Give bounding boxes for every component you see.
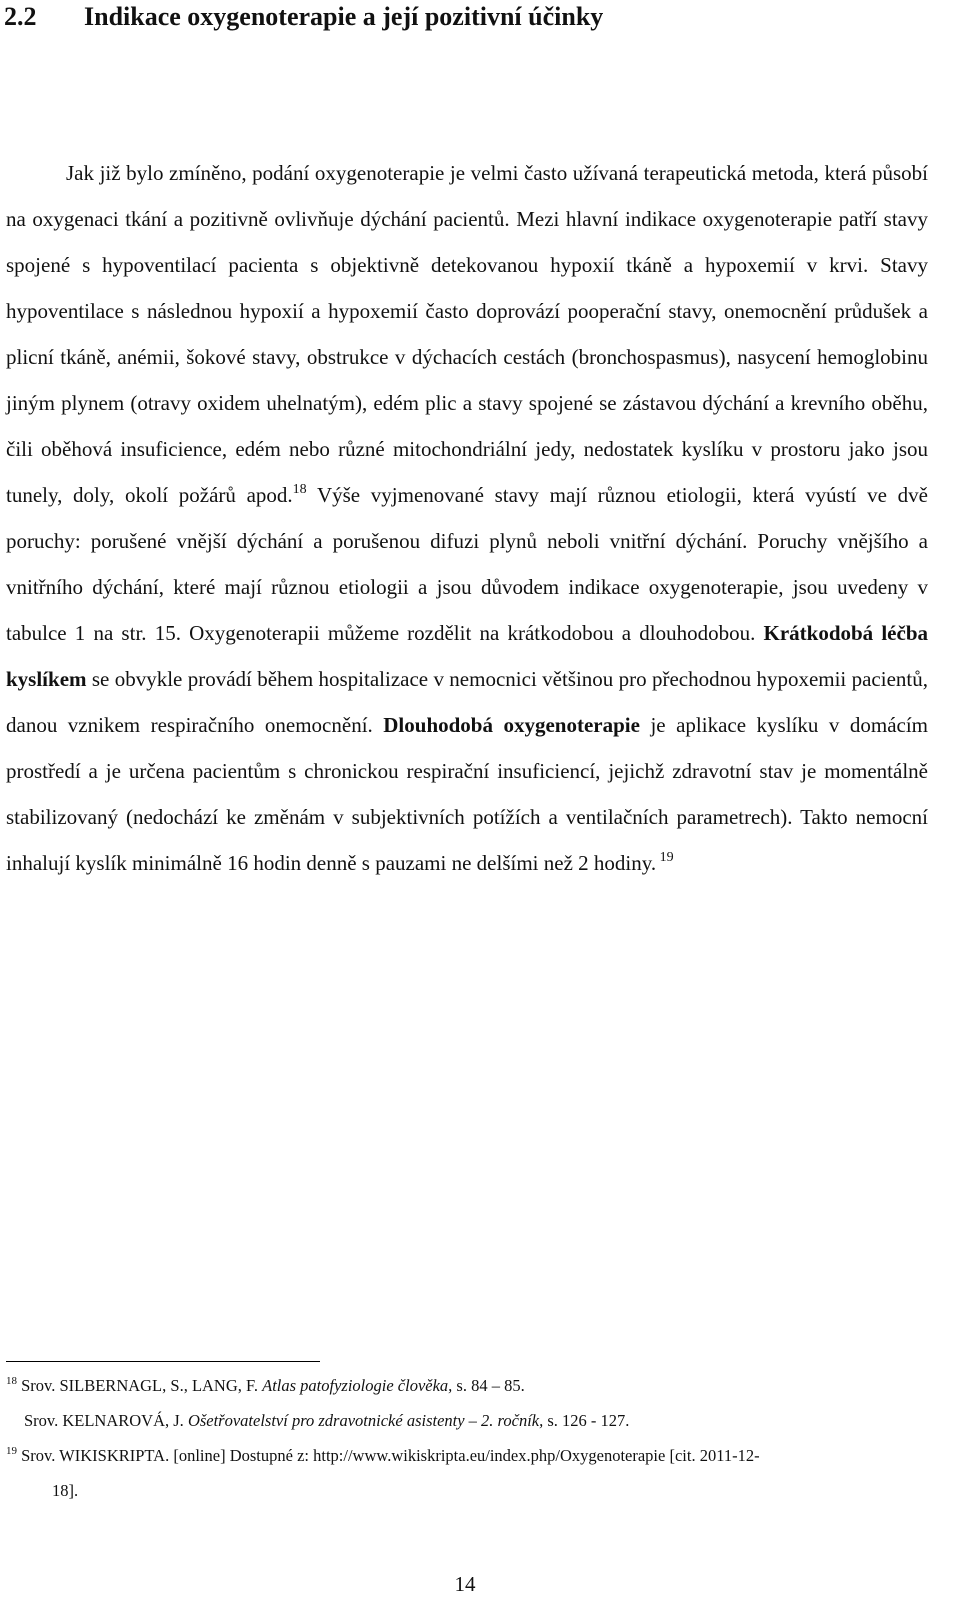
footnote-text: 18]. bbox=[52, 1481, 79, 1500]
sentence: Mezi hlavní indikace oxygenoterapie patří stavy spojené s hypoventilací pacienta s objektivně detekovanou hypoxií tkáně a hypoxemií v krvi. Stavy hypoventilace s následnou hypoxií a hypoxemií často doprovází pooperační stavy, onemocnění průdušek a plicní tkáně, anémii, šokové stavy, obstrukce v dýchacích cestách (bronchospasmus), nasycení hemoglobinu jiným plynem (otravy oxidem uhelnatým), edém plic a stavy spojené se zástavou dýchání a krevního oběhu, čili oběhová insuficience, edém nebo různé mitochondriální jedy, nedostatek kyslíku v prostoru jako jsou tunely, doly, okolí požárů apod. bbox=[6, 207, 928, 507]
footnote-18-second bbox=[6, 1403, 928, 1438]
section-heading bbox=[4, 0, 603, 34]
bold-term: Krátkodobá léčba kyslíkem bbox=[6, 621, 929, 691]
footnote-title: Atlas patofyziologie člověka, bbox=[262, 1376, 453, 1395]
paragraph bbox=[6, 150, 928, 886]
bold-term: Dlouhodobá oxygenoterapie bbox=[383, 713, 640, 737]
sentence: Jak již bylo zmíněno, podání oxygenoterapie je velmi často užívaná terapeutická metoda, která působí na oxygenaci tkání a pozitivně ovlivňuje dýchání pacientů. bbox=[6, 161, 928, 231]
footnote-text: Srov. SILBERNAGL, S., LANG, F. bbox=[17, 1376, 263, 1395]
section-number: 2.2 bbox=[4, 2, 37, 31]
sentence: Výše vyjmenované stavy mají různou etiologii, která vyústí ve dvě poruchy: porušené vnější dýchání a porušenou difuzi plynů neboli vnitřní dýchání. Poruchy vnějšího a vnitřního dýchání, které mají různou etiologii a jsou důvodem indikace oxygenoterapie, jsou uvedeny v tabulce 1 na str. 15. Oxygenoterapii můžeme rozdělit na krátkodobou a dlouhodobou. bbox=[6, 483, 928, 645]
footnote-text: s. 84 – 85. bbox=[452, 1376, 525, 1395]
page-number: 14 bbox=[454, 1572, 476, 1596]
footnote-text: Srov. KELNAROVÁ, J. bbox=[24, 1411, 188, 1430]
sentence: se obvykle provádí během hospitalizace v nemocnici většinou pro přechodnou hypoxemii pacientů, danou vznikem respiračního onemocnění. bbox=[6, 667, 928, 737]
sentence: je aplikace kyslíku v domácím prostředí a je určena pacientům s chronickou respirační insuficiencí, jejichž zdravotní stav je momentálně stabilizovaný (nedochází ke změnám v subjektivních potížích a ventilačních parametrech). Takto nemocní inhalují kyslík minimálně 16 hodin denně s pauzami ne delšími než 2 hodiny. bbox=[6, 713, 929, 875]
footnote-19 bbox=[6, 1438, 928, 1508]
section-title: Indikace oxygenoterapie a její pozitivní účinky bbox=[84, 2, 604, 31]
body-text bbox=[6, 150, 928, 886]
footnote-title: Ošetřovatelství pro zdravotnické asistenty – 2. ročník, bbox=[187, 1411, 544, 1430]
footnote-text: s. 126 - 127. bbox=[543, 1411, 630, 1430]
footnote-mark: 19 bbox=[6, 1445, 17, 1457]
footnotes bbox=[6, 1368, 928, 1508]
footnote-text: Srov. WIKISKRIPTA. [online] Dostupné z: http://www.wikiskripta.eu/index.php/Oxygenoterapie [cit. 2011-12- bbox=[17, 1446, 760, 1465]
footnote-ref: 19 bbox=[656, 850, 674, 865]
footnote-mark: 18 bbox=[6, 1375, 17, 1387]
footnote-ref: 18 bbox=[292, 482, 307, 497]
footnote-separator bbox=[6, 1361, 320, 1362]
footnote-18 bbox=[6, 1368, 928, 1403]
